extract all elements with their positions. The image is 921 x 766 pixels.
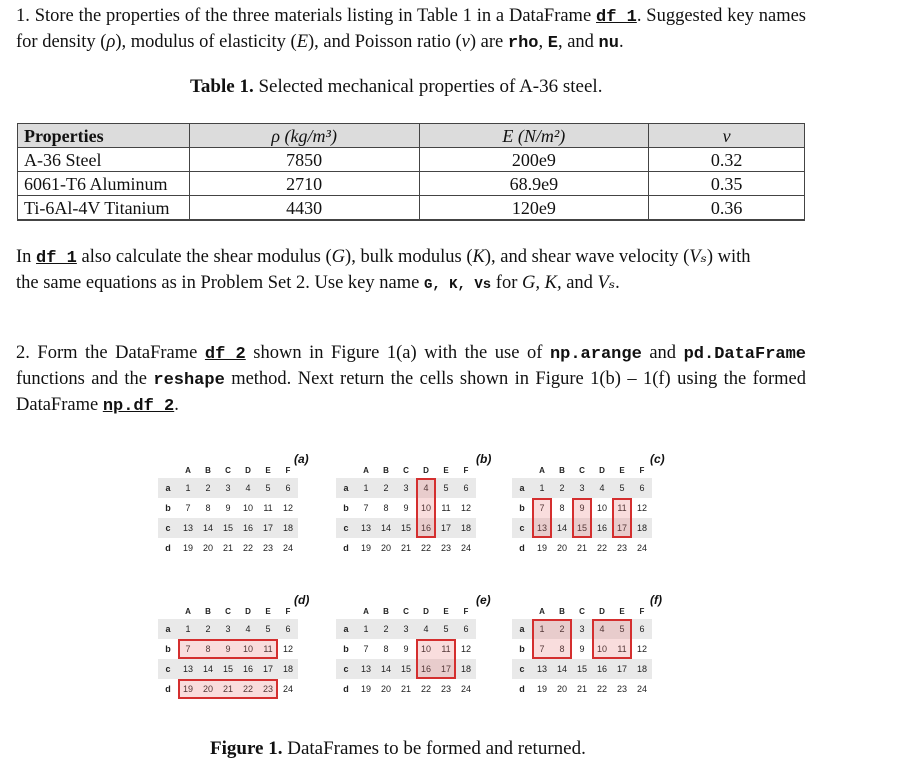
table-row: 6061-T6 Aluminum 2710 68.9e9 0.35 bbox=[18, 172, 805, 196]
column-header: A bbox=[363, 607, 369, 616]
dataframe-cell: 5 bbox=[619, 483, 625, 493]
dataframe-cell: 1 bbox=[185, 483, 191, 493]
dataframe-cell: 20 bbox=[556, 543, 567, 553]
column-header: B bbox=[383, 607, 389, 616]
dataframe-cell: 16 bbox=[242, 664, 253, 674]
dataframe-cell: 16 bbox=[596, 523, 607, 533]
dataframe-cell: 15 bbox=[222, 664, 233, 674]
dataframe-cell: 18 bbox=[460, 523, 471, 533]
dataframe-cell: 14 bbox=[380, 523, 391, 533]
key-E: E bbox=[547, 34, 558, 53]
row-index: a bbox=[343, 624, 349, 634]
dataframe-cell: 20 bbox=[202, 684, 213, 694]
dataframe-cell: 5 bbox=[265, 624, 271, 634]
panel-label: (d) bbox=[294, 593, 310, 607]
dataframe-cell: 1 bbox=[539, 483, 545, 493]
dataframe-cell: 15 bbox=[222, 523, 233, 533]
dataframe-cell: 13 bbox=[360, 523, 371, 533]
dataframe-cell: 18 bbox=[460, 664, 471, 674]
dataframe-cell: 10 bbox=[420, 503, 431, 513]
dataframe-header-row bbox=[158, 605, 298, 619]
column-header: F bbox=[285, 466, 291, 475]
dataframe-panel bbox=[158, 605, 298, 699]
dataframe-cell: 18 bbox=[636, 523, 647, 533]
dataframe-cell: 20 bbox=[556, 684, 567, 694]
column-header: C bbox=[579, 466, 585, 475]
dataframe-cell: 9 bbox=[403, 503, 409, 513]
selection-highlight bbox=[178, 679, 278, 699]
column-header: A bbox=[363, 466, 369, 475]
dataframe-cell: 3 bbox=[403, 624, 409, 634]
question-1-continued: In df_1 also calculate the shear modulus (G), bulk modulus (K), and shear wave velocity (Vₛ) with the same equations as in Problem Set 2. Use key name G, K, Vs for G, K, and Vₛ. bbox=[16, 247, 751, 293]
row-index: b bbox=[519, 644, 525, 654]
dataframe-panel bbox=[512, 464, 652, 558]
dataframe-cell: 9 bbox=[225, 644, 231, 654]
column-header: F bbox=[639, 466, 645, 475]
dataframe-row bbox=[158, 518, 298, 538]
panel-label: (b) bbox=[476, 452, 492, 466]
dataframe-cell: 11 bbox=[441, 503, 451, 513]
dataframe-cell: 19 bbox=[536, 684, 547, 694]
dataframe-row bbox=[336, 518, 476, 538]
dataframe-header-row bbox=[512, 464, 652, 478]
column-header: C bbox=[403, 607, 409, 616]
dataframe-cell: 23 bbox=[262, 684, 273, 694]
header-modulus: E (N/m²) bbox=[419, 124, 649, 148]
row-index: d bbox=[343, 684, 349, 694]
dataframe-cell: 24 bbox=[282, 543, 293, 553]
column-header: E bbox=[619, 607, 625, 616]
dataframe-cell: 21 bbox=[222, 543, 233, 553]
dataframe-cell: 8 bbox=[383, 644, 389, 654]
column-header: E bbox=[443, 466, 449, 475]
column-header: E bbox=[265, 466, 271, 475]
dataframe-cell: 7 bbox=[539, 644, 545, 654]
dataframe-header-row bbox=[512, 605, 652, 619]
dataframe-cell: 5 bbox=[619, 624, 625, 634]
dataframe-cell: 9 bbox=[579, 644, 585, 654]
dataframe-cell: 11 bbox=[617, 644, 627, 654]
dataframe-cell: 13 bbox=[182, 523, 193, 533]
dataframe-cell: 22 bbox=[242, 543, 253, 553]
row-index: c bbox=[165, 664, 171, 674]
dataframe-cell: 4 bbox=[245, 624, 251, 634]
dataframe-cell: 21 bbox=[400, 684, 411, 694]
dataframe-panel bbox=[336, 605, 476, 699]
dataframe-header-row bbox=[336, 464, 476, 478]
dataframe-cell: 14 bbox=[202, 664, 213, 674]
dataframe-cell: 15 bbox=[400, 523, 411, 533]
df2-name: df_2 bbox=[204, 345, 246, 364]
properties-table bbox=[17, 123, 805, 221]
dataframe-row bbox=[336, 679, 476, 699]
dataframe-cell: 8 bbox=[205, 644, 211, 654]
dataframe-cell: 15 bbox=[576, 664, 587, 674]
dataframe-cell: 17 bbox=[262, 664, 273, 674]
dataframe-cell: 24 bbox=[282, 684, 293, 694]
column-header: A bbox=[185, 466, 191, 475]
dataframe-cell: 4 bbox=[423, 624, 429, 634]
table-row: A-36 Steel 7850 200e9 0.32 bbox=[18, 148, 805, 172]
dataframe-cell: 13 bbox=[360, 664, 371, 674]
dataframe-cell: 12 bbox=[636, 644, 647, 654]
dataframe-cell: 14 bbox=[556, 664, 567, 674]
header-properties: Properties bbox=[18, 124, 190, 148]
dataframe-cell: 10 bbox=[596, 503, 607, 513]
panel-label: (c) bbox=[650, 452, 665, 466]
selection-highlight bbox=[416, 639, 456, 679]
selection-highlight bbox=[532, 498, 552, 538]
dataframe-cell: 5 bbox=[265, 483, 271, 493]
dataframe-cell: 4 bbox=[245, 483, 251, 493]
row-index: c bbox=[343, 523, 349, 533]
dataframe-cell: 6 bbox=[463, 483, 469, 493]
column-header: B bbox=[383, 466, 389, 475]
dataframe-cell: 17 bbox=[440, 523, 451, 533]
dataframe-cell: 1 bbox=[363, 624, 369, 634]
dataframe-cell: 12 bbox=[636, 503, 647, 513]
column-header: D bbox=[245, 607, 251, 616]
selection-highlight bbox=[416, 478, 436, 538]
dataframe-cell: 24 bbox=[636, 543, 647, 553]
dataframe-cell: 6 bbox=[639, 624, 645, 634]
dataframe-cell: 24 bbox=[636, 684, 647, 694]
row-index: a bbox=[519, 483, 525, 493]
column-header: C bbox=[403, 466, 409, 475]
dataframe-cell: 9 bbox=[403, 644, 409, 654]
dataframe-cell: 2 bbox=[559, 483, 565, 493]
dataframe-cell: 22 bbox=[596, 684, 607, 694]
dataframe-cell: 1 bbox=[185, 624, 191, 634]
dataframe-panel bbox=[336, 464, 476, 558]
column-header: F bbox=[463, 607, 469, 616]
panel-label: (f) bbox=[650, 593, 662, 607]
dataframe-cell: 18 bbox=[636, 664, 647, 674]
dataframe-cell: 8 bbox=[205, 503, 211, 513]
dataframe-cell: 12 bbox=[282, 503, 293, 513]
column-header: D bbox=[245, 466, 251, 475]
dataframe-cell: 23 bbox=[616, 543, 627, 553]
row-index: c bbox=[343, 664, 349, 674]
figure-caption: Figure 1. DataFrames to be formed and returned. bbox=[210, 738, 586, 759]
column-header: C bbox=[225, 607, 231, 616]
row-index: b bbox=[519, 503, 525, 513]
dataframe-row bbox=[336, 498, 476, 518]
dataframe-cell: 4 bbox=[423, 483, 429, 493]
dataframe-cell: 2 bbox=[383, 624, 389, 634]
dataframe-cell: 12 bbox=[282, 644, 293, 654]
row-index: a bbox=[165, 624, 171, 634]
dataframe-cell: 8 bbox=[559, 503, 565, 513]
dataframe-cell: 17 bbox=[440, 664, 451, 674]
dataframe-cell: 3 bbox=[579, 483, 585, 493]
key-names: G, K, Vs bbox=[423, 277, 492, 293]
dataframe-cell: 13 bbox=[536, 664, 547, 674]
dataframe-cell: 20 bbox=[380, 543, 391, 553]
column-header: F bbox=[463, 466, 469, 475]
dataframe-cell: 24 bbox=[460, 684, 471, 694]
dataframe-cell: 3 bbox=[403, 483, 409, 493]
dataframe-row bbox=[336, 478, 476, 498]
row-index: b bbox=[165, 503, 171, 513]
dataframe-cell: 10 bbox=[242, 644, 253, 654]
panel-label: (e) bbox=[476, 593, 491, 607]
dataframe-cell: 17 bbox=[616, 523, 627, 533]
column-header: C bbox=[579, 607, 585, 616]
dataframe-cell: 16 bbox=[420, 523, 431, 533]
dataframe-cell: 15 bbox=[576, 523, 587, 533]
column-header: F bbox=[285, 607, 291, 616]
row-index: c bbox=[165, 523, 171, 533]
dataframe-row bbox=[158, 478, 298, 498]
header-poisson: ν bbox=[649, 124, 805, 148]
column-header: B bbox=[559, 466, 565, 475]
dataframe-cell: 15 bbox=[400, 664, 411, 674]
dataframe-cell: 23 bbox=[262, 543, 273, 553]
dataframe-cell: 9 bbox=[225, 503, 231, 513]
dataframe-cell: 6 bbox=[285, 624, 291, 634]
selection-highlight bbox=[572, 498, 592, 538]
column-header: A bbox=[185, 607, 191, 616]
dataframe-cell: 11 bbox=[441, 644, 451, 654]
dataframe-row bbox=[158, 538, 298, 558]
dataframe-cell: 1 bbox=[539, 624, 545, 634]
dataframe-cell: 10 bbox=[242, 503, 253, 513]
dataframe-cell: 24 bbox=[460, 543, 471, 553]
column-header: A bbox=[539, 466, 545, 475]
row-index: d bbox=[519, 543, 525, 553]
dataframe-row bbox=[158, 659, 298, 679]
dataframe-cell: 22 bbox=[596, 543, 607, 553]
row-index: a bbox=[165, 483, 171, 493]
row-index: d bbox=[165, 684, 171, 694]
dataframe-cell: 18 bbox=[282, 523, 293, 533]
dataframe-cell: 21 bbox=[222, 684, 233, 694]
column-header: E bbox=[443, 607, 449, 616]
dataframe-panel bbox=[512, 605, 652, 699]
dataframe-cell: 23 bbox=[440, 684, 451, 694]
dataframe-cell: 10 bbox=[596, 644, 607, 654]
dataframe-cell: 2 bbox=[383, 483, 389, 493]
row-index: b bbox=[343, 644, 349, 654]
column-header: B bbox=[559, 607, 565, 616]
key-rho: rho bbox=[507, 34, 539, 53]
dataframe-cell: 21 bbox=[576, 684, 587, 694]
dataframe-cell: 17 bbox=[616, 664, 627, 674]
dataframe-row bbox=[512, 679, 652, 699]
row-index: a bbox=[343, 483, 349, 493]
column-header: D bbox=[423, 607, 429, 616]
dataframe-cell: 3 bbox=[579, 624, 585, 634]
df1-name: df_1 bbox=[596, 8, 637, 27]
row-index: d bbox=[343, 543, 349, 553]
dataframe-row bbox=[512, 659, 652, 679]
column-header: D bbox=[599, 607, 605, 616]
dataframe-cell: 22 bbox=[420, 684, 431, 694]
dataframe-cell: 19 bbox=[182, 684, 193, 694]
dataframe-header-row bbox=[336, 605, 476, 619]
dataframe-cell: 14 bbox=[556, 523, 567, 533]
dataframe-cell: 19 bbox=[360, 684, 371, 694]
column-header: E bbox=[265, 607, 271, 616]
dataframe-cell: 11 bbox=[263, 644, 273, 654]
table-row: Ti-6Al-4V Titanium 4430 120e9 0.36 bbox=[18, 196, 805, 221]
dataframe-panel bbox=[158, 464, 298, 558]
question-1: 1. Store the properties of the three materials listing in Table 1 in a DataFrame df_1. Suggested key names for density (ρ), modulus of elasticity (E), and Poisson ratio (ν) are rho, E, and nu. bbox=[16, 6, 806, 53]
dataframe-cell: 22 bbox=[420, 543, 431, 553]
dataframe-header-row bbox=[158, 464, 298, 478]
dataframe-row bbox=[336, 619, 476, 639]
panel-label: (a) bbox=[294, 452, 309, 466]
dataframe-cell: 13 bbox=[536, 523, 547, 533]
dataframe-cell: 11 bbox=[263, 503, 273, 513]
column-header: F bbox=[639, 607, 645, 616]
dataframe-cell: 6 bbox=[639, 483, 645, 493]
dataframe-cell: 5 bbox=[443, 483, 449, 493]
dataframe-cell: 20 bbox=[202, 543, 213, 553]
dataframe-cell: 14 bbox=[380, 664, 391, 674]
row-index: b bbox=[343, 503, 349, 513]
row-index: d bbox=[165, 543, 171, 553]
selection-highlight bbox=[532, 619, 572, 659]
dataframe-cell: 6 bbox=[285, 483, 291, 493]
dataframe-cell: 23 bbox=[440, 543, 451, 553]
dataframe-row bbox=[158, 498, 298, 518]
header-density: ρ (kg/m³) bbox=[189, 124, 419, 148]
dataframe-cell: 19 bbox=[360, 543, 371, 553]
dataframe-row bbox=[512, 478, 652, 498]
dataframe-cell: 2 bbox=[559, 624, 565, 634]
dataframe-cell: 7 bbox=[539, 503, 545, 513]
dataframe-cell: 22 bbox=[242, 684, 253, 694]
dataframe-cell: 7 bbox=[185, 644, 191, 654]
column-header: A bbox=[539, 607, 545, 616]
dataframe-cell: 3 bbox=[225, 483, 231, 493]
dataframe-cell: 7 bbox=[185, 503, 191, 513]
row-index: d bbox=[519, 684, 525, 694]
key-nu: nu bbox=[598, 34, 619, 53]
dataframe-cell: 8 bbox=[383, 503, 389, 513]
dataframe-cell: 7 bbox=[363, 644, 369, 654]
dataframe-cell: 4 bbox=[599, 624, 605, 634]
dataframe-cell: 9 bbox=[579, 503, 585, 513]
dataframe-cell: 5 bbox=[443, 624, 449, 634]
dataframe-cell: 6 bbox=[463, 624, 469, 634]
column-header: C bbox=[225, 466, 231, 475]
row-index: c bbox=[519, 664, 525, 674]
dataframe-cell: 7 bbox=[363, 503, 369, 513]
dataframe-cell: 1 bbox=[363, 483, 369, 493]
dataframe-cell: 14 bbox=[202, 523, 213, 533]
column-header: B bbox=[205, 607, 211, 616]
dataframe-cell: 17 bbox=[262, 523, 273, 533]
dataframe-cell: 12 bbox=[460, 644, 471, 654]
dataframe-cell: 10 bbox=[420, 644, 431, 654]
column-header: D bbox=[599, 466, 605, 475]
q1-text: 1. Store the properties of the three materials listing in Table 1 in a DataFrame bbox=[16, 6, 592, 26]
dataframe-cell: 16 bbox=[596, 664, 607, 674]
dataframe-cell: 19 bbox=[182, 543, 193, 553]
dataframe-cell: 3 bbox=[225, 624, 231, 634]
dataframe-cell: 20 bbox=[380, 684, 391, 694]
dataframe-cell: 13 bbox=[182, 664, 193, 674]
question-2: 2. Form the DataFrame df_2 shown in Figure 1(a) with the use of np.arange and pd.DataFrame functions and the reshape method. Next return the cells shown in Figure 1(b) – 1(f) using the formed DataFrame np.df_2. bbox=[16, 343, 807, 416]
dataframe-cell: 8 bbox=[559, 644, 565, 654]
column-header: B bbox=[205, 466, 211, 475]
dataframe-cell: 2 bbox=[205, 624, 211, 634]
dataframe-cell: 23 bbox=[616, 684, 627, 694]
dataframe-cell: 19 bbox=[536, 543, 547, 553]
dataframe-cell: 2 bbox=[205, 483, 211, 493]
dataframe-cell: 11 bbox=[617, 503, 627, 513]
row-index: a bbox=[519, 624, 525, 634]
dataframe-cell: 16 bbox=[420, 664, 431, 674]
dataframe-cell: 16 bbox=[242, 523, 253, 533]
column-header: E bbox=[619, 466, 625, 475]
dataframe-cell: 12 bbox=[460, 503, 471, 513]
selection-highlight bbox=[592, 619, 632, 659]
row-index: b bbox=[165, 644, 171, 654]
table-caption: Table 1. Selected mechanical properties of A-36 steel. bbox=[190, 76, 603, 97]
column-header: D bbox=[423, 466, 429, 475]
dataframe-row bbox=[336, 538, 476, 558]
dataframe-cell: 21 bbox=[400, 543, 411, 553]
row-index: c bbox=[519, 523, 525, 533]
dataframe-row bbox=[158, 619, 298, 639]
dataframe-row bbox=[512, 538, 652, 558]
dataframe-cell: 4 bbox=[599, 483, 605, 493]
dataframe-cell: 21 bbox=[576, 543, 587, 553]
selection-highlight bbox=[612, 498, 632, 538]
selection-highlight bbox=[178, 639, 278, 659]
dataframe-cell: 18 bbox=[282, 664, 293, 674]
